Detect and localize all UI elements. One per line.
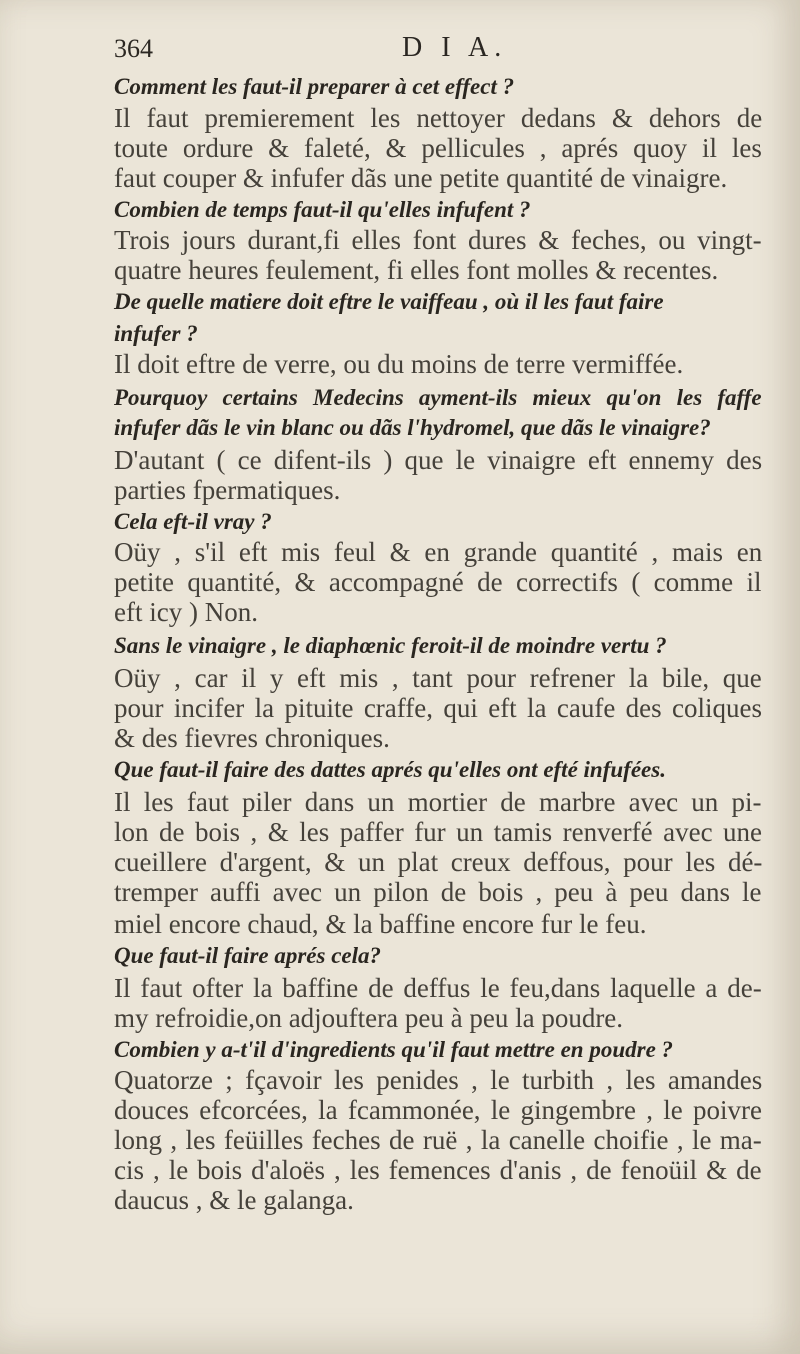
response-line: Oüy , car il y eft mis , tant pour refrener la bile, que [114, 663, 762, 693]
response-line: long , les feüilles feches de ruë , la canelle choifie , le ma- [114, 1125, 762, 1155]
response-line: Oüy , s'il eft mis feul & en grande quantité , mais en [114, 537, 763, 567]
response-line: Quatorze ; fçavoir les penides , le turbith , les amandes [114, 1065, 763, 1095]
response-line: miel encore chaud, & la baffine encore fur le feu. [114, 909, 647, 939]
response-line: Il les faut piler dans un mortier de marbre avec un pi- [114, 787, 762, 817]
response-line: parties fpermatiques. [114, 475, 341, 505]
question-line: Combien y a-t'il d'ingredients qu'il faut mettre en poudre ? [114, 1037, 674, 1062]
response-line: Il faut ofter la baffine de deffus le feu,dans laquelle a de- [114, 973, 762, 1003]
response-line: toute ordure & faleté, & pellicules , aprés quoy il les [114, 133, 762, 163]
question-line: infufer dãs le vin blanc ou dãs l'hydromel, que dãs le vinaigre? [114, 415, 711, 440]
question-line: Comment les faut-il preparer à cet effect ? [114, 74, 515, 99]
response-line: eft icy ) Non. [114, 597, 258, 627]
page-number: 364 [114, 34, 153, 63]
response-line: Il faut premierement les nettoyer dedans & dehors de [114, 103, 763, 133]
question-line: Pourquoy certains Medecins ayment-ils mieux qu'on les faffe [114, 385, 762, 410]
question-line: De quelle matiere doit eftre le vaiffeau , où il les faut faire [114, 289, 664, 314]
response-line: lon de bois , & les paffer fur un tamis renverfé avec une [114, 817, 763, 847]
question-line: Combien de temps faut-il qu'elles infufent ? [114, 197, 531, 222]
question-line: Cela eft-il vray ? [114, 509, 272, 534]
response-line: pour incifer la pituite craffe, qui eft la caufe des coliques [114, 693, 762, 723]
question-line: infufer ? [114, 321, 198, 346]
response-line: my refroidie,on adjouftera peu à peu la poudre. [114, 1003, 624, 1033]
response-line: tremper auffi avec un pilon de bois , peu à peu dans le [114, 877, 762, 907]
response-line: petite quantité, & accompagné de correctifs ( comme il [114, 567, 762, 597]
response-line: D'autant ( ce difent-ils ) que le vinaigre eft ennemy des [114, 445, 763, 475]
response-line: cis , le bois d'aloës , les femences d'anis , de fenoüil & de [114, 1155, 762, 1185]
response-line: Trois jours durant,fi elles font dures & feches, ou vingt- [114, 225, 762, 255]
question-line: Sans le vinaigre , le diaphœnic feroit-il de moindre vertu ? [114, 633, 667, 658]
response-line: daucus , & le galanga. [114, 1185, 354, 1215]
running-head [114, 32, 760, 72]
response-line: quatre heures feulement, fi elles font molles & recentes. [114, 255, 719, 285]
question-line: Que faut-il faire des dattes aprés qu'elles ont efté infufées. [114, 757, 666, 782]
response-line: & des fievres chroniques. [114, 723, 390, 753]
response-line: douces efcorcées, la fcammonée, le gingembre , le poivre [114, 1095, 762, 1125]
response-line: Il doit eftre de verre, ou du moins de terre vermiffée. [114, 349, 684, 379]
response-line: faut couper & infufer dãs une petite quantité de vinaigre. [114, 163, 728, 193]
header-title: D I A. [402, 32, 508, 63]
response-line: cueillere d'argent, & un plat creux deffous, pour les dé- [114, 847, 763, 877]
question-line: Que faut-il faire aprés cela? [114, 943, 382, 968]
